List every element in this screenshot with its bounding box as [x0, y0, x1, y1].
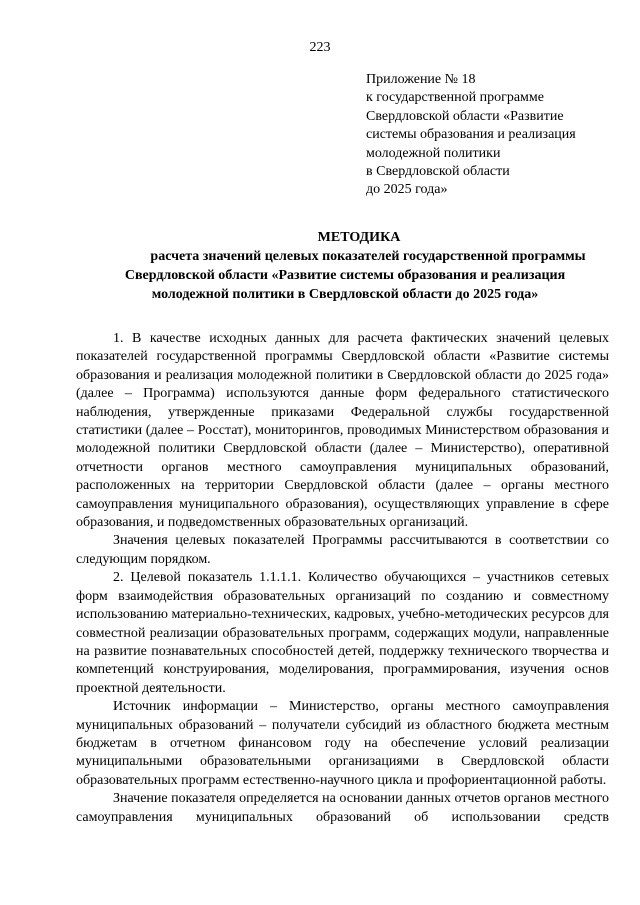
appendix-line: Свердловской области «Развитие	[366, 108, 564, 124]
appendix-line: к государственной программе	[366, 90, 544, 106]
appendix-note	[366, 71, 616, 200]
title-line: Свердловской области «Развитие системы образования и реализация	[124, 268, 566, 283]
appendix-line: системы образования и реализация	[366, 127, 576, 143]
title-heading: МЕТОДИКА	[317, 230, 401, 245]
paragraph: Источник информации – Министерство, органы местного самоуправления муниципальных образований – получатели субсидий из областного бюджета местным бюджетам в отчетном финансовом году на обеспечение условий реализации муниципальными образовательными организациями в Свердловской области образовательных программ естественно-научного цикла и профориентационной работы.	[76, 699, 609, 788]
paragraph: Значение показателя определяется на основании данных отчетов органов местного самоуправления муниципальных образований об использовании средств	[76, 791, 609, 825]
title-line: расчета значений целевых показателей государственной программы	[150, 249, 586, 264]
paragraph: Значения целевых показателей Программы рассчитываются в соответствии со следующим порядком.	[76, 533, 609, 567]
page-number: 223	[309, 40, 331, 55]
paragraph: 2. Целевой показатель 1.1.1.1. Количество обучающихся – участников сетевых форм взаимодействия образовательных организаций по созданию и совместному использованию материально-технических, кадровых, учебно-методических ресурсов для совместной реализации образовательных программ, содержащих модули, направленные на развитие познавательных способностей детей, поддержку технического творчества и компетенций конструирования, моделирования, программирования, изучения основ проектной деятельности.	[76, 570, 609, 696]
appendix-line: Приложение № 18	[366, 72, 476, 87]
appendix-line: в Свердловской области	[366, 164, 510, 180]
appendix-line: молодежной политики	[366, 145, 501, 161]
paragraph: 1. В качестве исходных данных для расчета фактических значений целевых показателей государственной программы Свердловской области «Развитие системы образования и реализация молодежной политики в Свердловской области до 2025 года» (далее – Программа) используются данные форм федерального статистического наблюдения, утвержденные приказами Федеральной службы государственной статистики (далее – Росстат), мониторингов, проводимых Министерством образования и молодежной политики Свердловской области (далее – Министерство), оперативной отчетности органов местного самоуправления муниципальных образований, расположенных на территории Свердловской области (далее – органы местного самоуправления муниципального образования), осуществляющих управление в сфере образования, и подведомственных образовательных организаций.	[76, 331, 609, 531]
document-body	[76, 330, 609, 827]
title-line: молодежной политики в Свердловской области до 2025 года»	[151, 287, 539, 302]
document-title	[60, 228, 630, 304]
appendix-line: до 2025 года»	[366, 182, 448, 198]
